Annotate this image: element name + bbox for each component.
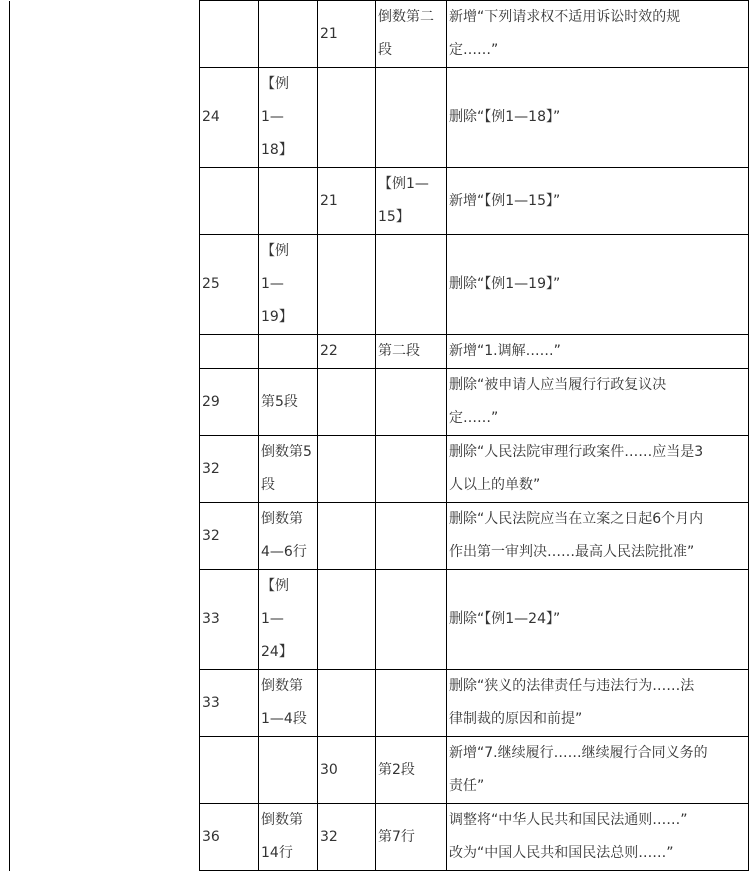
change-cell: 删除“【例1—24】” <box>447 570 749 670</box>
cell-line: 【例 <box>261 578 289 594</box>
cell-line: 1— <box>261 276 284 292</box>
page-cell: 36 <box>200 804 259 871</box>
location-cell <box>259 68 318 168</box>
new-page-cell: 22 <box>318 335 376 369</box>
left-margin-cell <box>10 436 200 503</box>
page-cell <box>200 1 259 68</box>
table-row <box>10 570 749 670</box>
cell-line: 14行 <box>261 845 293 861</box>
cell-line: 删除“人民法院应当在立案之日起6个月内 <box>449 511 704 527</box>
new-location-cell <box>376 1 447 68</box>
cell-line: 1—4段 <box>261 711 307 727</box>
table-row <box>10 670 749 737</box>
new-page-cell <box>318 68 376 168</box>
table-row <box>10 235 749 335</box>
change-cell: 新增“1.调解……” <box>447 335 749 369</box>
page-cell <box>200 168 259 235</box>
change-cell: 新增“【例1—15】” <box>447 168 749 235</box>
location-cell <box>259 335 318 369</box>
table-row <box>10 804 749 871</box>
cell-line: 【例1— <box>378 176 429 192</box>
cell-line: 4—6行 <box>261 544 307 560</box>
new-location-cell <box>376 570 447 670</box>
page-cell: 33 <box>200 570 259 670</box>
new-location-cell <box>376 235 447 335</box>
new-location-cell: 第7行 <box>376 804 447 871</box>
location-cell <box>259 1 318 68</box>
new-location-cell <box>376 68 447 168</box>
new-location-cell <box>376 168 447 235</box>
cell-line: 倒数第 <box>261 511 303 527</box>
table-row <box>10 737 749 804</box>
new-page-cell <box>318 235 376 335</box>
left-margin-cell <box>10 235 200 335</box>
cell-line: 1— <box>261 611 284 627</box>
cell-line: 责任” <box>449 778 485 794</box>
new-location-cell <box>376 503 447 570</box>
cell-line: 倒数第二 <box>378 9 434 25</box>
page-cell: 32 <box>200 436 259 503</box>
new-location-cell <box>376 436 447 503</box>
cell-line: 新增“下列请求权不适用诉讼时效的规 <box>449 9 681 25</box>
table-row <box>10 168 749 235</box>
cell-line: 作出第一审判决……最高人民法院批准” <box>449 544 695 560</box>
table-row <box>10 369 749 436</box>
change-cell <box>447 436 749 503</box>
new-page-cell: 30 <box>318 737 376 804</box>
change-cell: 删除“【例1—18】” <box>447 68 749 168</box>
page-cell: 29 <box>200 369 259 436</box>
errata-table <box>9 0 749 871</box>
left-margin-cell <box>10 1 200 68</box>
new-location-cell <box>376 670 447 737</box>
cell-line: 倒数第5 <box>261 444 312 460</box>
cell-line: 定……” <box>449 42 499 58</box>
left-margin-cell <box>10 804 200 871</box>
left-margin-cell <box>10 503 200 570</box>
location-cell <box>259 737 318 804</box>
table-row <box>10 503 749 570</box>
page-cell: 32 <box>200 503 259 570</box>
page-cell: 33 <box>200 670 259 737</box>
left-margin-cell <box>10 168 200 235</box>
cell-line: 24】 <box>261 644 293 660</box>
cell-line: 【例 <box>261 76 289 92</box>
page-cell: 24 <box>200 68 259 168</box>
left-margin-cell <box>10 570 200 670</box>
location-cell <box>259 503 318 570</box>
location-cell <box>259 235 318 335</box>
cell-line: 删除“被申请人应当履行行政复议决 <box>449 377 667 393</box>
location-cell <box>259 436 318 503</box>
page-cell <box>200 335 259 369</box>
change-cell: 删除“【例1—19】” <box>447 235 749 335</box>
cell-line: 新增“7.继续履行……继续履行合同义务的 <box>449 745 708 761</box>
left-margin-cell <box>10 670 200 737</box>
change-cell <box>447 670 749 737</box>
cell-line: 18】 <box>261 142 293 158</box>
left-margin-cell <box>10 335 200 369</box>
change-cell <box>447 369 749 436</box>
cell-line: 段 <box>261 477 275 493</box>
new-page-cell <box>318 503 376 570</box>
cell-line: 19】 <box>261 309 293 325</box>
left-margin-cell <box>10 68 200 168</box>
new-location-cell <box>376 369 447 436</box>
new-page-cell <box>318 369 376 436</box>
change-cell <box>447 737 749 804</box>
table-row <box>10 335 749 369</box>
change-cell <box>447 1 749 68</box>
table-row <box>10 1 749 68</box>
cell-line: 删除“狭义的法律责任与违法行为……法 <box>449 678 695 694</box>
left-margin-cell <box>10 737 200 804</box>
cell-line: 调整将“中华人民共和国民法通则……” <box>449 812 688 828</box>
location-cell: 第5段 <box>259 369 318 436</box>
location-cell <box>259 570 318 670</box>
new-page-cell <box>318 670 376 737</box>
location-cell <box>259 670 318 737</box>
change-cell <box>447 804 749 871</box>
cell-line: 人以上的单数” <box>449 477 541 493</box>
new-location-cell: 第二段 <box>376 335 447 369</box>
location-cell <box>259 804 318 871</box>
cell-line: 倒数第 <box>261 812 303 828</box>
new-page-cell <box>318 570 376 670</box>
new-page-cell <box>318 436 376 503</box>
cell-line: 律制裁的原因和前提” <box>449 711 583 727</box>
table-row <box>10 436 749 503</box>
new-page-cell: 21 <box>318 1 376 68</box>
page-cell <box>200 737 259 804</box>
cell-line: 定……” <box>449 410 499 426</box>
location-cell <box>259 168 318 235</box>
cell-line: 15】 <box>378 209 410 225</box>
new-page-cell: 32 <box>318 804 376 871</box>
table-row <box>10 68 749 168</box>
change-cell <box>447 503 749 570</box>
left-margin-cell <box>10 369 200 436</box>
cell-line: 段 <box>378 42 392 58</box>
cell-line: 删除“人民法院审理行政案件……应当是3 <box>449 444 704 460</box>
cell-line: 改为“中国人民共和国民法总则……” <box>449 845 674 861</box>
new-location-cell: 第2段 <box>376 737 447 804</box>
new-page-cell: 21 <box>318 168 376 235</box>
cell-line: 倒数第 <box>261 678 303 694</box>
cell-line: 【例 <box>261 243 289 259</box>
page-cell: 25 <box>200 235 259 335</box>
cell-line: 1— <box>261 109 284 125</box>
